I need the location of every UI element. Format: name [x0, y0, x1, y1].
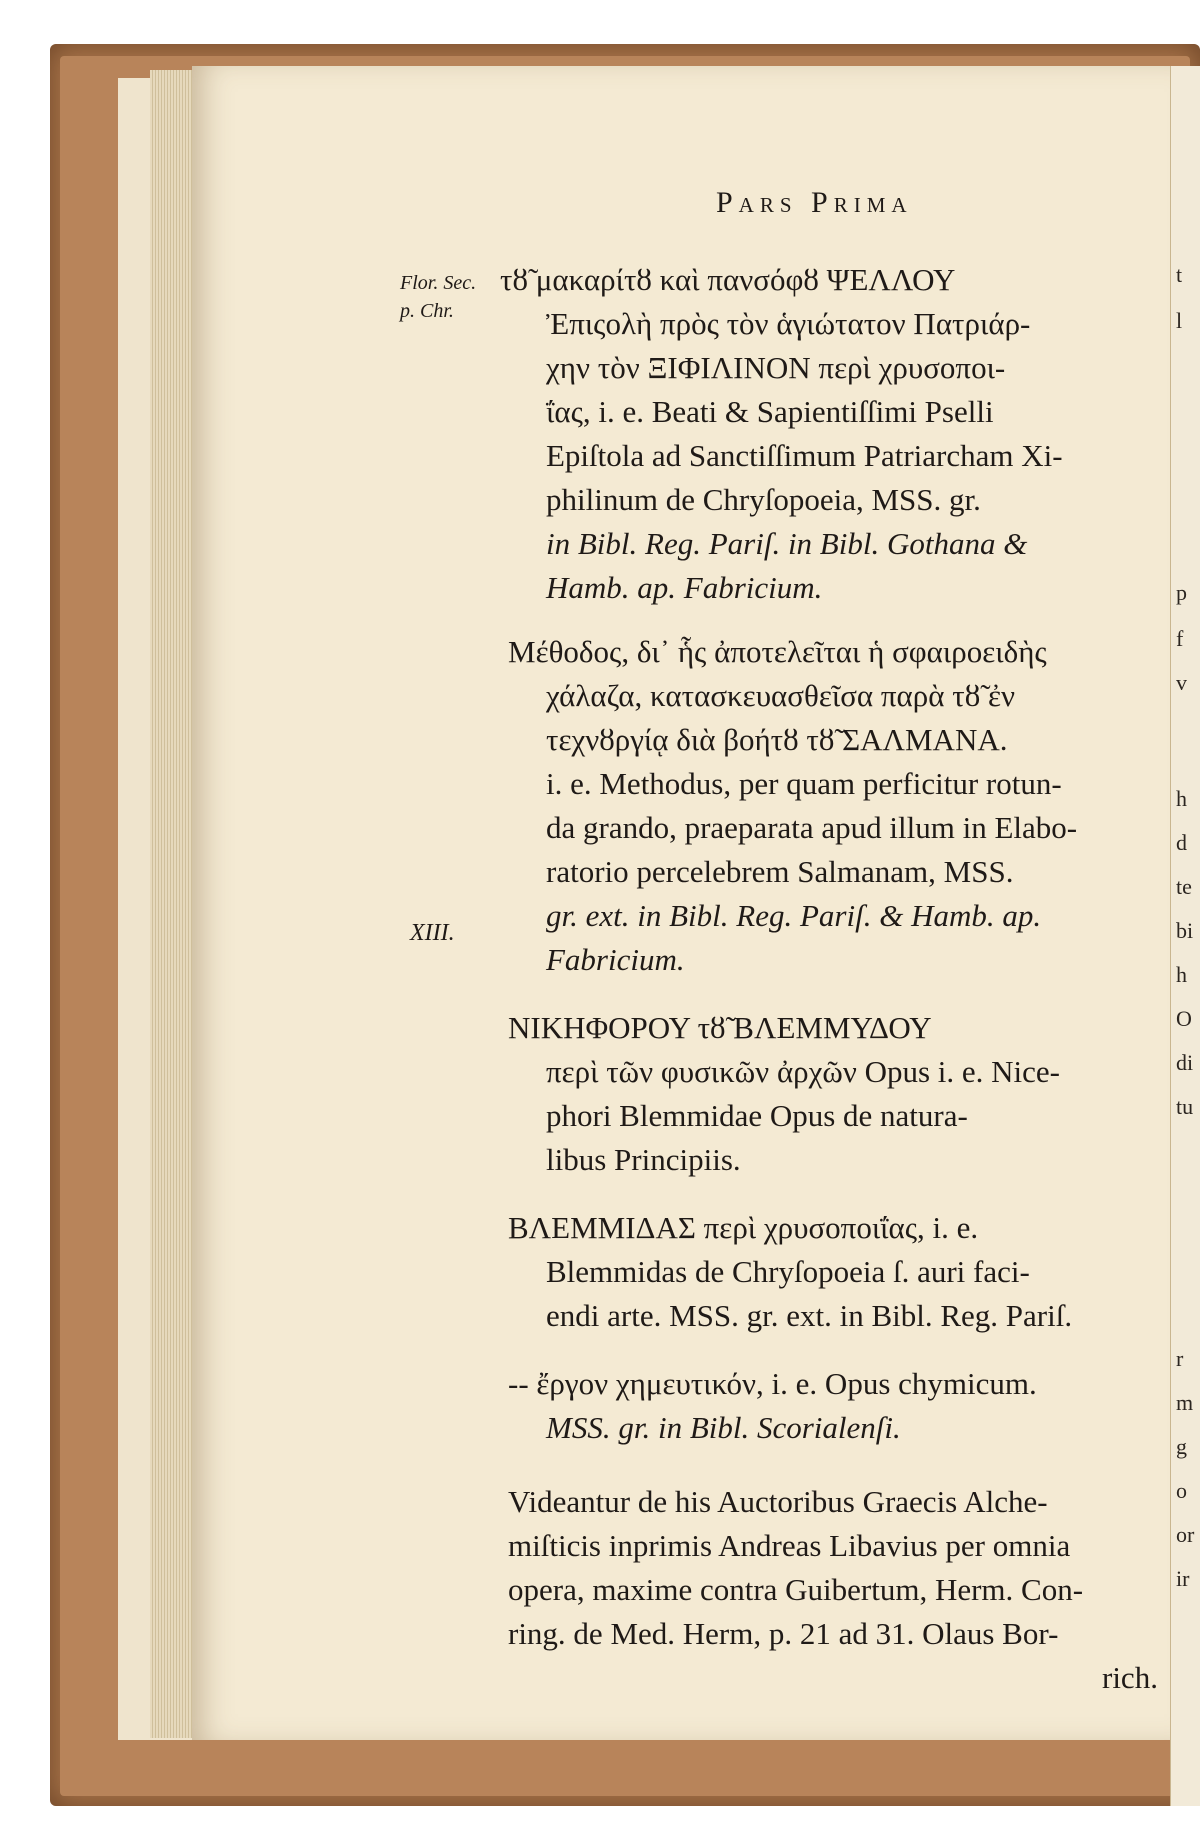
- entry-3-line-4: libus Principiis.: [546, 1142, 741, 1177]
- fragment: h: [1176, 962, 1187, 987]
- note-line-4: ring. de Med. Herm, p. 21 ad 31. Olaus Bor-: [508, 1616, 1059, 1651]
- fragment: te: [1176, 874, 1192, 899]
- margin-note-chr: p. Chr.: [400, 300, 454, 322]
- fragment: bi: [1176, 918, 1194, 943]
- entry-1-line-4: ΐας, i. e. Beati & Sapientiſſimi Pselli: [546, 394, 994, 429]
- entry-4-line-3: endi arte. MSS. gr. ext. in Bibl. Reg. Pariſ.: [546, 1298, 1073, 1333]
- entry-3-line-1: ΝΙΚΗΦΟΡΟΥ τȣ̃ ΒΛΕΜΜΥΔΟΥ: [508, 1010, 932, 1045]
- entry-2-line-1: Μέθοδος, δι᾽ ἧς ἀποτελεῖται ἡ σφαιροειδὴς: [508, 634, 1047, 669]
- note-line-3: opera, maxime contra Guibertum, Herm. Con-: [508, 1572, 1084, 1607]
- entry-2-line-8: Fabricium.: [546, 942, 685, 977]
- margin-note-flor: Flor. Sec.: [400, 272, 477, 294]
- fragment: ir: [1176, 1566, 1190, 1591]
- fragment: r: [1176, 1346, 1184, 1371]
- fragment: d: [1176, 830, 1187, 855]
- entry-1-line-1: τȣ̃ μακαρίτȣ καὶ πανσόφȣ ΨΕΛΛΟΥ: [500, 262, 956, 297]
- entry-1-line-6: philinum de Chryſopoeia, MSS. gr.: [546, 482, 981, 517]
- entry-2-line-4: i. e. Methodus, per quam perficitur rotun-: [546, 766, 1062, 801]
- fragment: g: [1176, 1434, 1187, 1459]
- fragment: v: [1176, 670, 1187, 695]
- entry-3-line-3: phori Blemmidae Opus de natura-: [546, 1098, 968, 1133]
- note-line-5: rich.: [1102, 1660, 1158, 1695]
- entry-4-line-1: ΒΛΕΜΜΙΔΑΣ περὶ χρυσοποιΐας, i. e.: [508, 1210, 979, 1245]
- note-line-1: Videantur de his Auctoribus Graecis Alche-: [508, 1484, 1048, 1519]
- entry-4-line-5: MSS. gr. in Bibl. Scorialenſi.: [546, 1410, 901, 1445]
- fragment: l: [1176, 308, 1183, 333]
- note-line-2: miſticis inprimis Andreas Libavius per omnia: [508, 1528, 1071, 1563]
- fragment: or: [1176, 1522, 1195, 1547]
- fragment: p: [1176, 580, 1187, 605]
- entry-4-line-2: Blemmidas de Chryſopoeia ſ. auri faci-: [546, 1254, 1030, 1289]
- entry-1-line-7: in Bibl. Reg. Pariſ. in Bibl. Gothana &: [546, 526, 1028, 561]
- entry-3-line-2: περὶ τῶν φυσικῶν ἀρχῶν Opus i. e. Nice-: [546, 1054, 1060, 1089]
- entry-1-line-5: Epiſtola ad Sanctiſſimum Patriarcham Xi-: [546, 438, 1063, 473]
- page-edges: [150, 70, 196, 1738]
- fragment: m: [1176, 1390, 1194, 1415]
- fragment: f: [1176, 626, 1184, 651]
- fragment: di: [1176, 1050, 1194, 1075]
- fragment: t: [1176, 262, 1183, 287]
- running-header: Pars Prima: [716, 186, 913, 219]
- entry-2-line-7: gr. ext. in Bibl. Reg. Pariſ. & Hamb. ap.: [546, 898, 1042, 933]
- fragment: h: [1176, 786, 1187, 811]
- entry-4-line-4: -- ἔργον χημευτικόν, i. e. Opus chymicum.: [508, 1366, 1037, 1401]
- fragment: o: [1176, 1478, 1187, 1503]
- entry-2-line-3: τεχνȣργίᾳ διὰ βοήτȣ τȣ̃ ΣΑΛΜΑΝΑ.: [546, 722, 1008, 757]
- entry-1-line-2: Ἐπιςολὴ πρὸς τὸν ἁγιώτατον Πατριάρ-: [546, 306, 1031, 341]
- entry-2-line-5: da grando, praeparata apud illum in Elabo-: [546, 810, 1078, 845]
- entry-2-line-2: χάλαζα, κατασκευασθεῖσα παρὰ τȣ̃ ἐν: [546, 678, 1015, 713]
- fragment: tu: [1176, 1094, 1194, 1119]
- margin-note-xiii: XIII.: [410, 920, 455, 946]
- entry-1-line-3: χην τὸν ΞΙΦΙΛΙΝΟΝ περὶ χρυσοποι-: [546, 350, 1006, 385]
- fragment: O: [1176, 1006, 1192, 1031]
- entry-1-line-8: Hamb. ap. Fabricium.: [546, 570, 823, 605]
- entry-2-line-6: ratorio percelebrem Salmanam, MSS.: [546, 854, 1014, 889]
